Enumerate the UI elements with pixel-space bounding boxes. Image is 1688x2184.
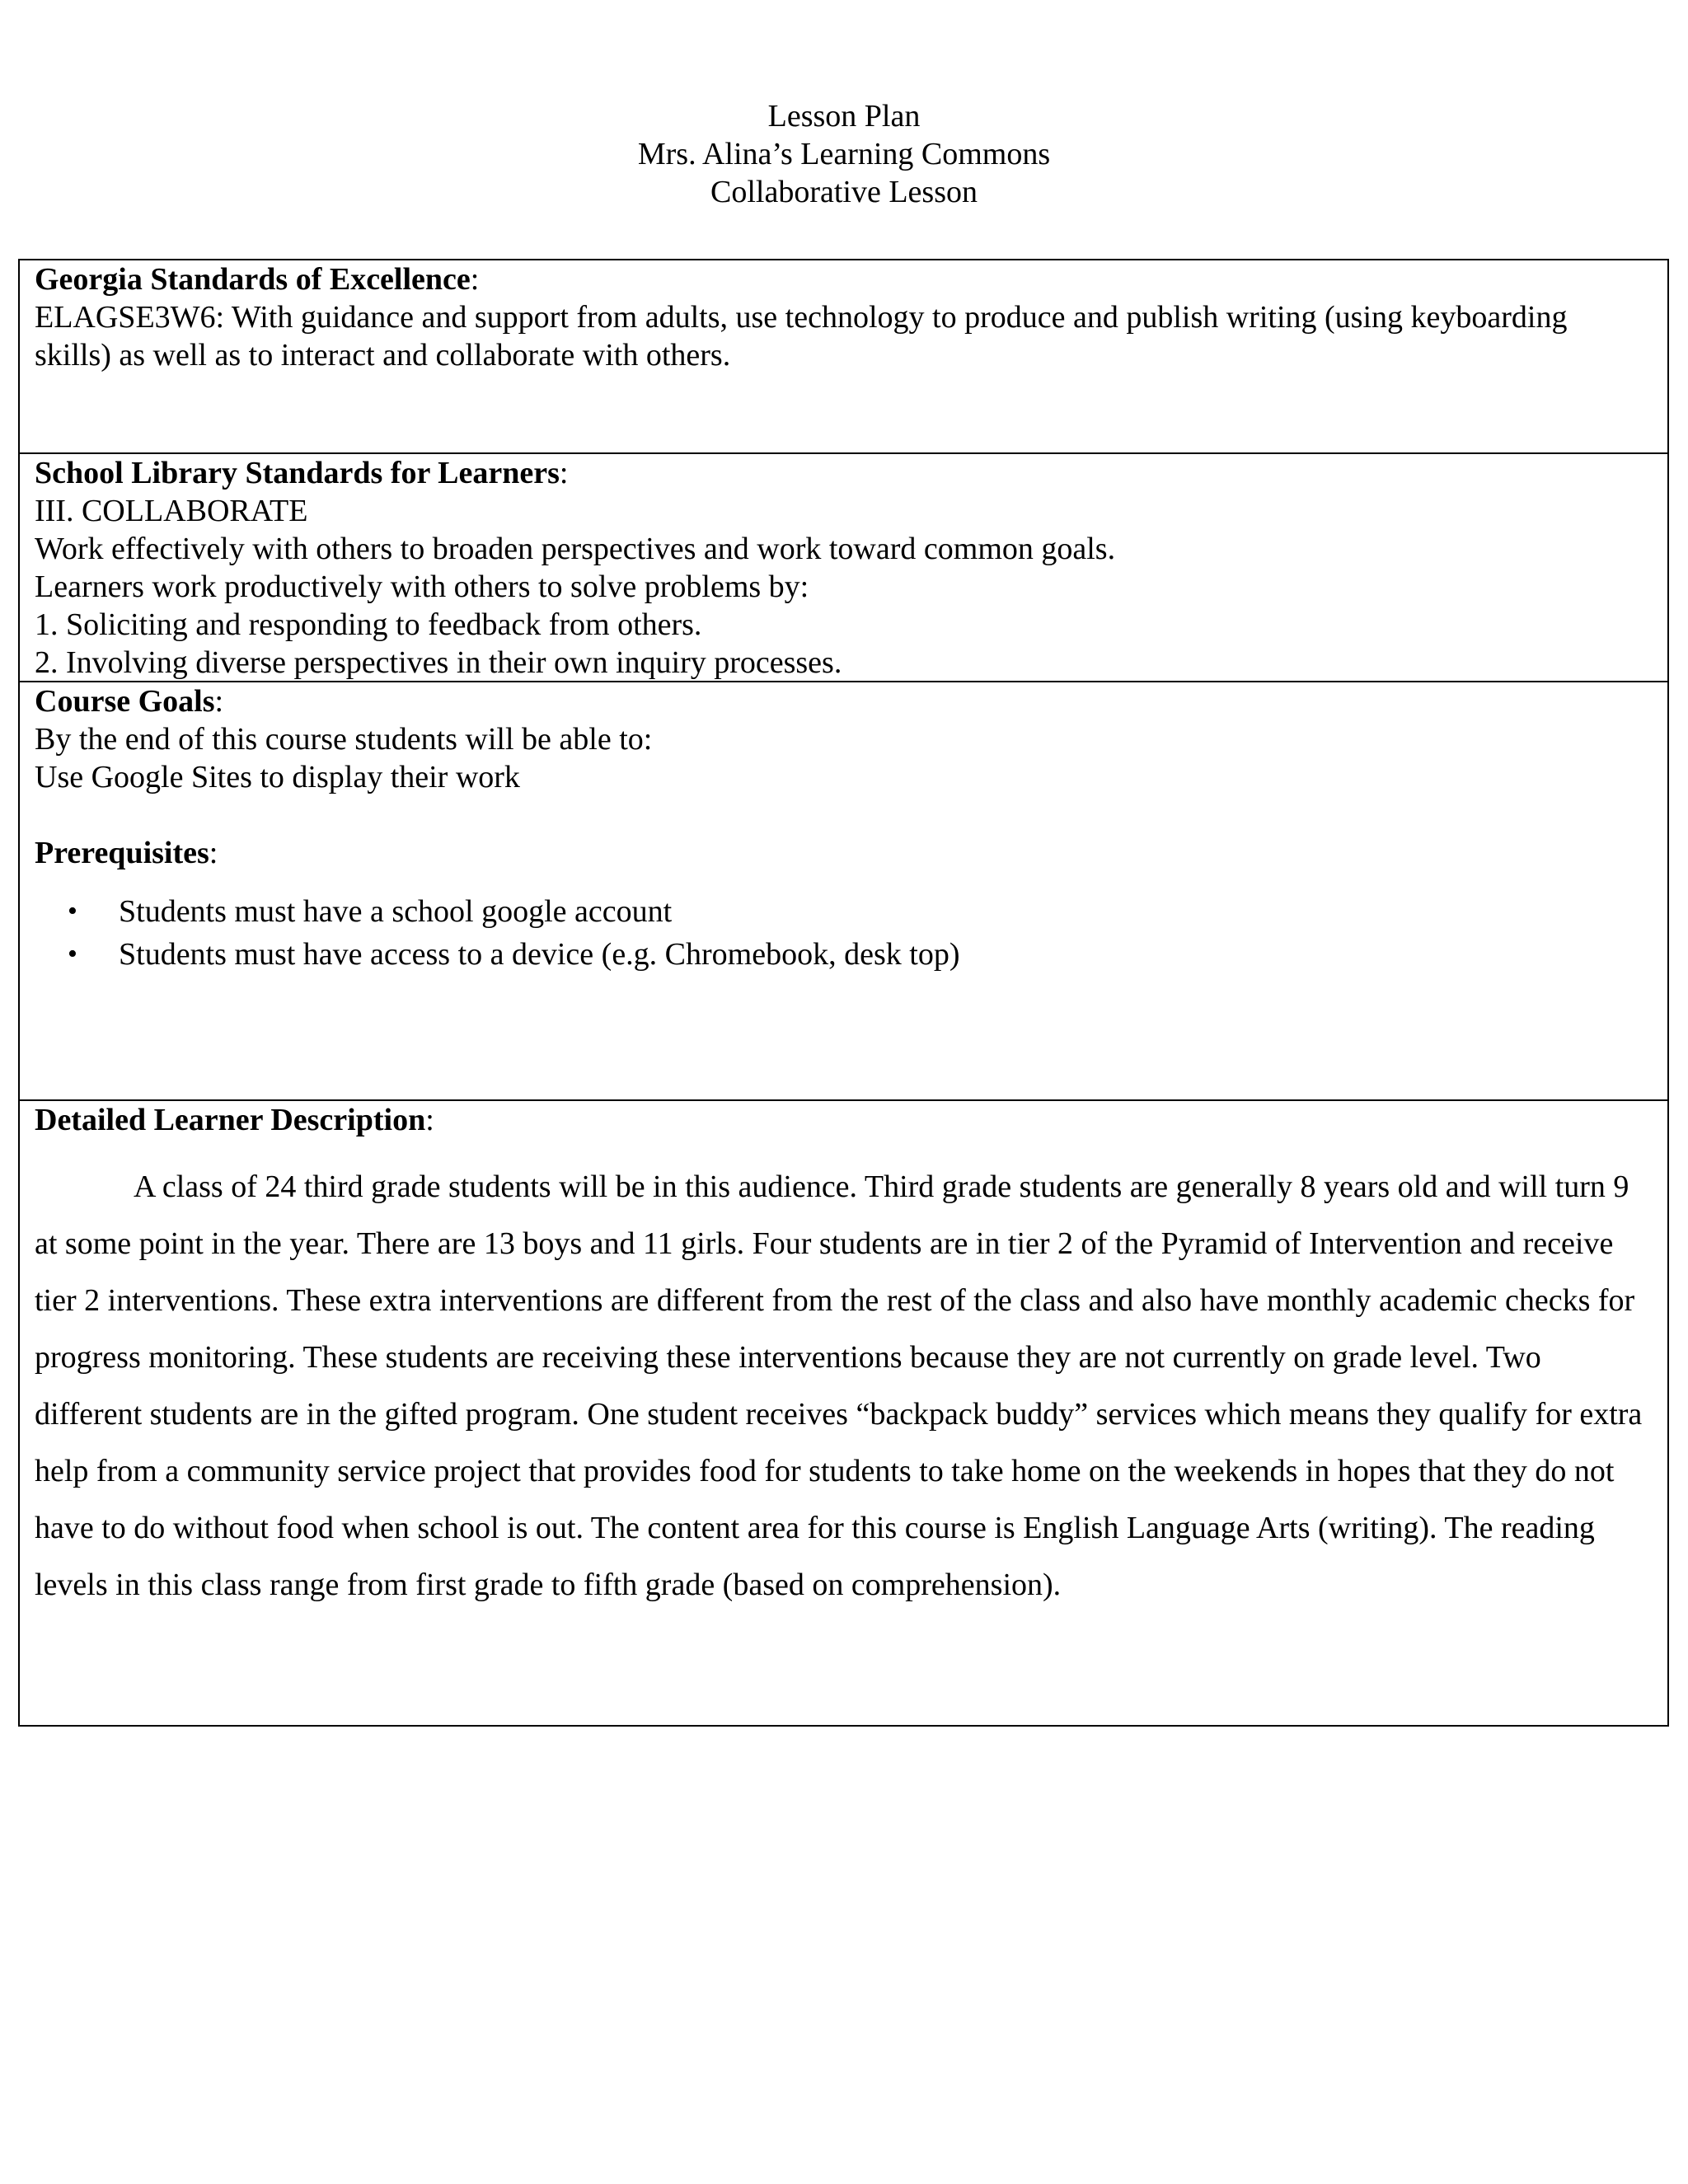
list-item xyxy=(68,933,1667,976)
learner-colon: : xyxy=(425,1103,434,1137)
library-heading: School Library Standards for Learners xyxy=(35,456,560,490)
library-heading-line xyxy=(35,454,1667,492)
standards-text-line-1: ELAGSE3W6: With guidance and support from adults, use technology to produce and publish writing (using keyboarding xyxy=(35,300,1568,335)
list-item xyxy=(68,890,1667,933)
standards-colon: : xyxy=(470,262,480,297)
library-line: Work effectively with others to broaden perspectives and work toward common goals. xyxy=(35,532,1116,566)
prereq-heading-line xyxy=(35,834,1667,872)
standards-heading: Georgia Standards of Excellence xyxy=(35,262,471,297)
spacer xyxy=(35,796,1667,834)
prerequisites-list xyxy=(35,890,1667,976)
goals-text-line-1: By the end of this course students will be able to: xyxy=(35,722,653,757)
standards-text-line-2: skills) as well as to interact and collaborate with others. xyxy=(35,338,731,373)
bullet-icon: • xyxy=(68,896,77,926)
goals-heading-line xyxy=(35,682,1667,720)
lesson-plan-table xyxy=(18,259,1669,1727)
prereq-heading: Prerequisites xyxy=(35,836,209,870)
goals-colon: : xyxy=(214,684,224,719)
bullet-icon: • xyxy=(68,939,77,969)
prereq-colon: : xyxy=(209,836,218,870)
library-line: 1. Soliciting and responding to feedback from others. xyxy=(35,607,702,642)
learner-heading-line xyxy=(35,1101,1667,1139)
library-standards-cell xyxy=(20,452,1667,681)
document-header xyxy=(0,97,1688,211)
header-title: Lesson Plan xyxy=(767,99,921,134)
prereq-text: Students must have access to a device (e.g. Chromebook, desk top) xyxy=(119,937,960,972)
library-line: 2. Involving diverse perspectives in their own inquiry processes. xyxy=(35,645,842,680)
header-subtitle: Mrs. Alina’s Learning Commons xyxy=(637,137,1051,171)
header-lesson-type: Collaborative Lesson xyxy=(710,175,978,209)
standards-heading-line xyxy=(35,260,1667,298)
learner-description-cell xyxy=(20,1099,1667,1725)
standards-cell xyxy=(20,260,1667,452)
learner-description-paragraph: A class of 24 third grade students will be in this audience. Third grade students are generally 8 years old and will turn 9 at some point in the year. There are 13 boys and 11 girls. Four students are in tier 2 of the Pyramid of Intervention and receive tier 2 interventions. These extra interventions are different from the rest of the class and also have monthly academic checks for progress monitoring. These students are receiving these interventions because they are not currently on grade level. Two different students are in the gifted program. One student receives “backpack buddy” services which means they qualify for extra help from a community service project that provides food for students to take home on the weekends in hopes that they do not have to do without food when school is out. The content area for this course is English Language Arts (writing). The reading levels in this class range from first grade to fifth grade (based on comprehension). xyxy=(35,1169,1643,1602)
course-goals-cell xyxy=(20,681,1667,1099)
library-line: Learners work productively with others to solve problems by: xyxy=(35,569,809,604)
library-line: III. COLLABORATE xyxy=(35,494,308,528)
learner-heading: Detailed Learner Description xyxy=(35,1103,426,1137)
goals-heading: Course Goals xyxy=(35,684,215,719)
library-colon: : xyxy=(559,456,569,490)
prereq-text: Students must have a school google account xyxy=(119,894,673,929)
goals-text-line-2: Use Google Sites to display their work xyxy=(35,760,520,794)
